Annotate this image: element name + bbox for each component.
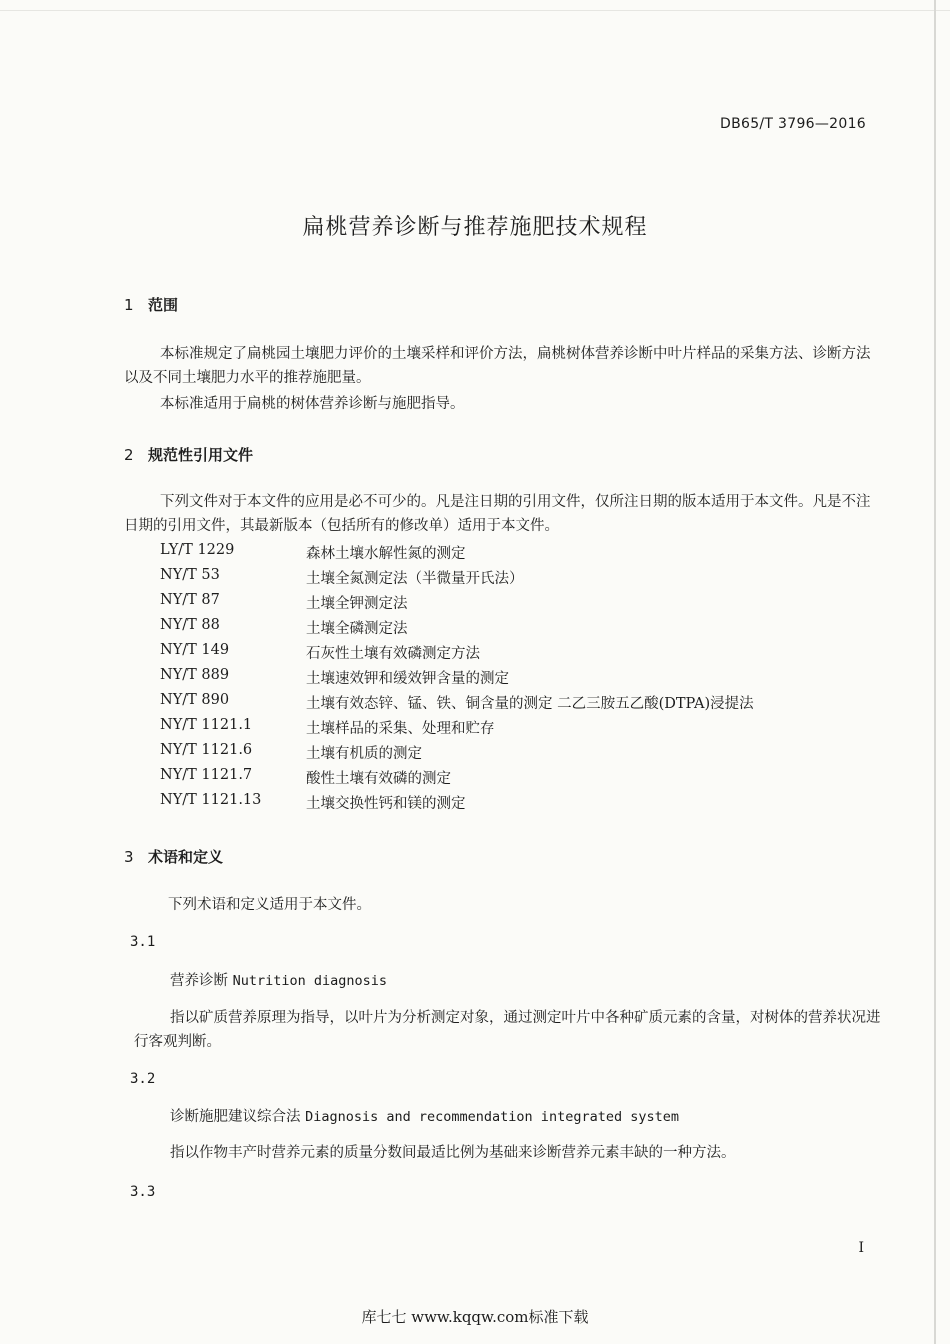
reference-name: 土壤速效钾和缓效钾含量的测定	[306, 671, 509, 687]
reference-name: 土壤样品的采集、处理和贮存	[306, 721, 495, 737]
reference-name: 土壤有效态锌、锰、铁、铜含量的测定 二乙三胺五乙酸(DTPA)浸提法	[306, 696, 754, 712]
paragraph: 本标准规定了扁桃园土壤肥力评价的土壤采样和评价方法，扁桃树体营养诊断中叶片样品的采集方法、诊断方法以及不同土壤肥力水平的推荐施肥量。	[124, 346, 871, 386]
page-number: I	[858, 1240, 864, 1256]
reference-name: 土壤全磷测定法	[306, 621, 408, 637]
term-title-cn: 诊断施肥建议综合法	[170, 1109, 301, 1125]
reference-name: 酸性土壤有效磷的测定	[306, 771, 451, 787]
reference-code: NY/T 890	[160, 692, 230, 708]
reference-name: 土壤有机质的测定	[306, 746, 422, 762]
document-title: 扁桃营养诊断与推荐施肥技术规程	[302, 215, 648, 240]
term-definition: 指以矿质营养原理为指导，以叶片为分析测定对象，通过测定叶片中各种矿质元素的含量，对树体的营养状况进行客观判断。	[134, 1010, 881, 1050]
reference-name: 石灰性土壤有效磷测定方法	[306, 646, 480, 662]
term-title	[170, 1105, 679, 1126]
term-number: 3.2	[130, 1071, 156, 1087]
term-title-en: Nutrition diagnosis	[232, 973, 388, 989]
section-title: 范围	[148, 296, 179, 314]
reference-name: 土壤全氮测定法（半微量开氏法）	[306, 571, 524, 587]
scan-right-edge	[934, 0, 936, 1344]
term-number: 3.3	[130, 1184, 156, 1200]
section-heading-3	[124, 846, 223, 867]
reference-code: NY/T 87	[160, 592, 220, 608]
reference-code: NY/T 1121.7	[160, 767, 253, 783]
paragraph: 本标准适用于扁桃的树体营养诊断与施肥指导。	[160, 396, 465, 412]
reference-name: 土壤交换性钙和镁的测定	[306, 796, 466, 812]
section-heading-1	[124, 294, 178, 315]
footer-watermark: 库七七 www.kqqw.com标准下载	[361, 1308, 589, 1326]
reference-code: NY/T 1121.13	[160, 792, 262, 808]
reference-name: 土壤全钾测定法	[306, 596, 408, 612]
term-title-cn: 营养诊断	[170, 973, 228, 989]
section-number: 2	[124, 446, 134, 464]
section-title: 规范性引用文件	[148, 446, 254, 464]
standard-code: DB65/T 3796—2016	[720, 116, 866, 132]
reference-code: NY/T 889	[160, 667, 230, 683]
reference-name: 森林土壤水解性氮的测定	[306, 546, 466, 562]
section-heading-2	[124, 444, 253, 465]
reference-code: LY/T 1229	[160, 542, 235, 558]
section-title: 术语和定义	[148, 848, 224, 866]
reference-code: NY/T 88	[160, 617, 220, 633]
term-number: 3.1	[130, 934, 156, 950]
reference-code: NY/T 53	[160, 567, 220, 583]
paragraph: 下列术语和定义适用于本文件。	[168, 897, 371, 913]
term-title-en: Diagnosis and recommendation integrated system	[305, 1109, 679, 1125]
paragraph: 下列文件对于本文件的应用是必不可少的。凡是注日期的引用文件，仅所注日期的版本适用于本文件。凡是不注日期的引用文件，其最新版本（包括所有的修改单）适用于本文件。	[124, 494, 871, 534]
reference-code: NY/T 1121.1	[160, 717, 253, 733]
section-number: 1	[124, 296, 134, 314]
term-definition: 指以作物丰产时营养元素的质量分数间最适比例为基础来诊断营养元素丰缺的一种方法。	[170, 1145, 736, 1161]
reference-code: NY/T 149	[160, 642, 230, 658]
scan-top-edge	[0, 10, 950, 11]
reference-code: NY/T 1121.6	[160, 742, 253, 758]
section-number: 3	[124, 848, 134, 866]
term-title	[170, 969, 387, 990]
